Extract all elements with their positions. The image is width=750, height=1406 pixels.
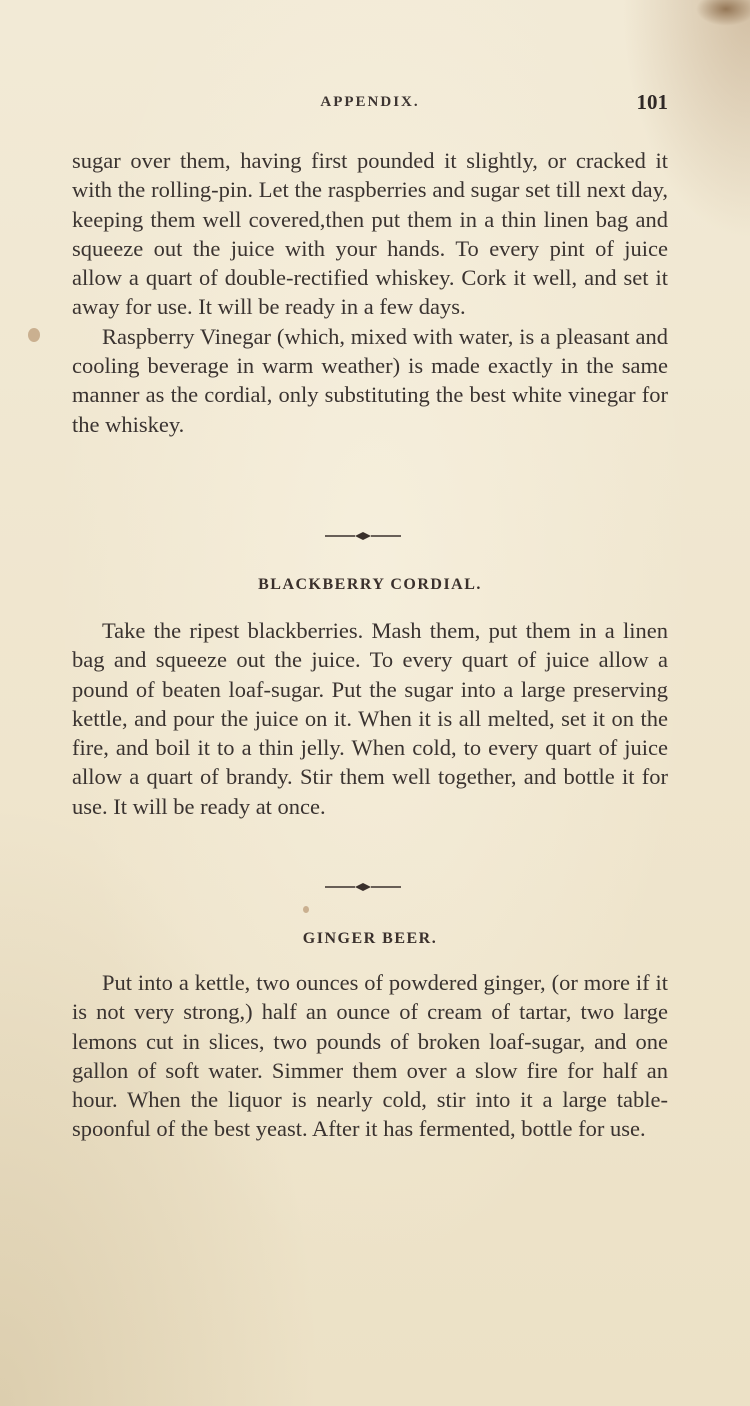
section-divider-ornament (325, 530, 401, 542)
section-divider-ornament (325, 881, 401, 893)
page-header (72, 90, 668, 116)
page-number: 101 (636, 90, 668, 114)
paragraph: Raspberry Vinegar (which, mixed with water, is a pleasant and cooling beverage in warm weather) is made exactly in the same manner as the cordial, only substituting the best white vinegar for the whiskey. (72, 323, 668, 437)
continued-recipe (72, 146, 668, 439)
blackberry-cordial-recipe: Take the ripest blackberries. Mash them, put them in a linen bag and squeeze out the juice. To every quart of juice allow a pound of beaten loaf-sugar. Put the sugar into a large preserving kettle, and pour the juice on it. When it is all melted, set it on the fire, and boil it to a thin jelly. When cold, to every quart of juice allow a quart of brandy. Stir them well together, and bottle it for use. It will be ready at once. (72, 618, 668, 819)
ink-blot (303, 906, 309, 913)
running-head: APPENDIX. (320, 94, 420, 110)
section-title-ginger-beer: GINGER BEER. (302, 930, 438, 947)
corner-stain (696, 0, 750, 26)
section-title-blackberry-cordial: BLACKBERRY CORDIAL. (258, 576, 482, 593)
paragraph: sugar over them, having first pounded it slightly, or cracked it with the rolling-pin. Let the raspberries and sugar set till next day, keeping them well covered,then put them in a thin linen bag and squeeze out the juice with your hands. To every pint of juice allow a quart of double-rectified whiskey. Cork it well, and set it away for use. It will be ready in a few days. (72, 148, 668, 320)
ginger-beer-recipe: Put into a kettle, two ounces of powdered ginger, (or more if it is not very strong,) half an ounce of cream of tartar, two large lemons cut in slices, two pounds of broken loaf-sugar, and one gallon of soft water. Simmer them over a slow fire for half an hour. When the liquor is nearly cold, stir into it a large table-spoonful of the best yeast. After it has fermented, bottle for use. (72, 970, 668, 1142)
ink-blot (28, 328, 40, 342)
